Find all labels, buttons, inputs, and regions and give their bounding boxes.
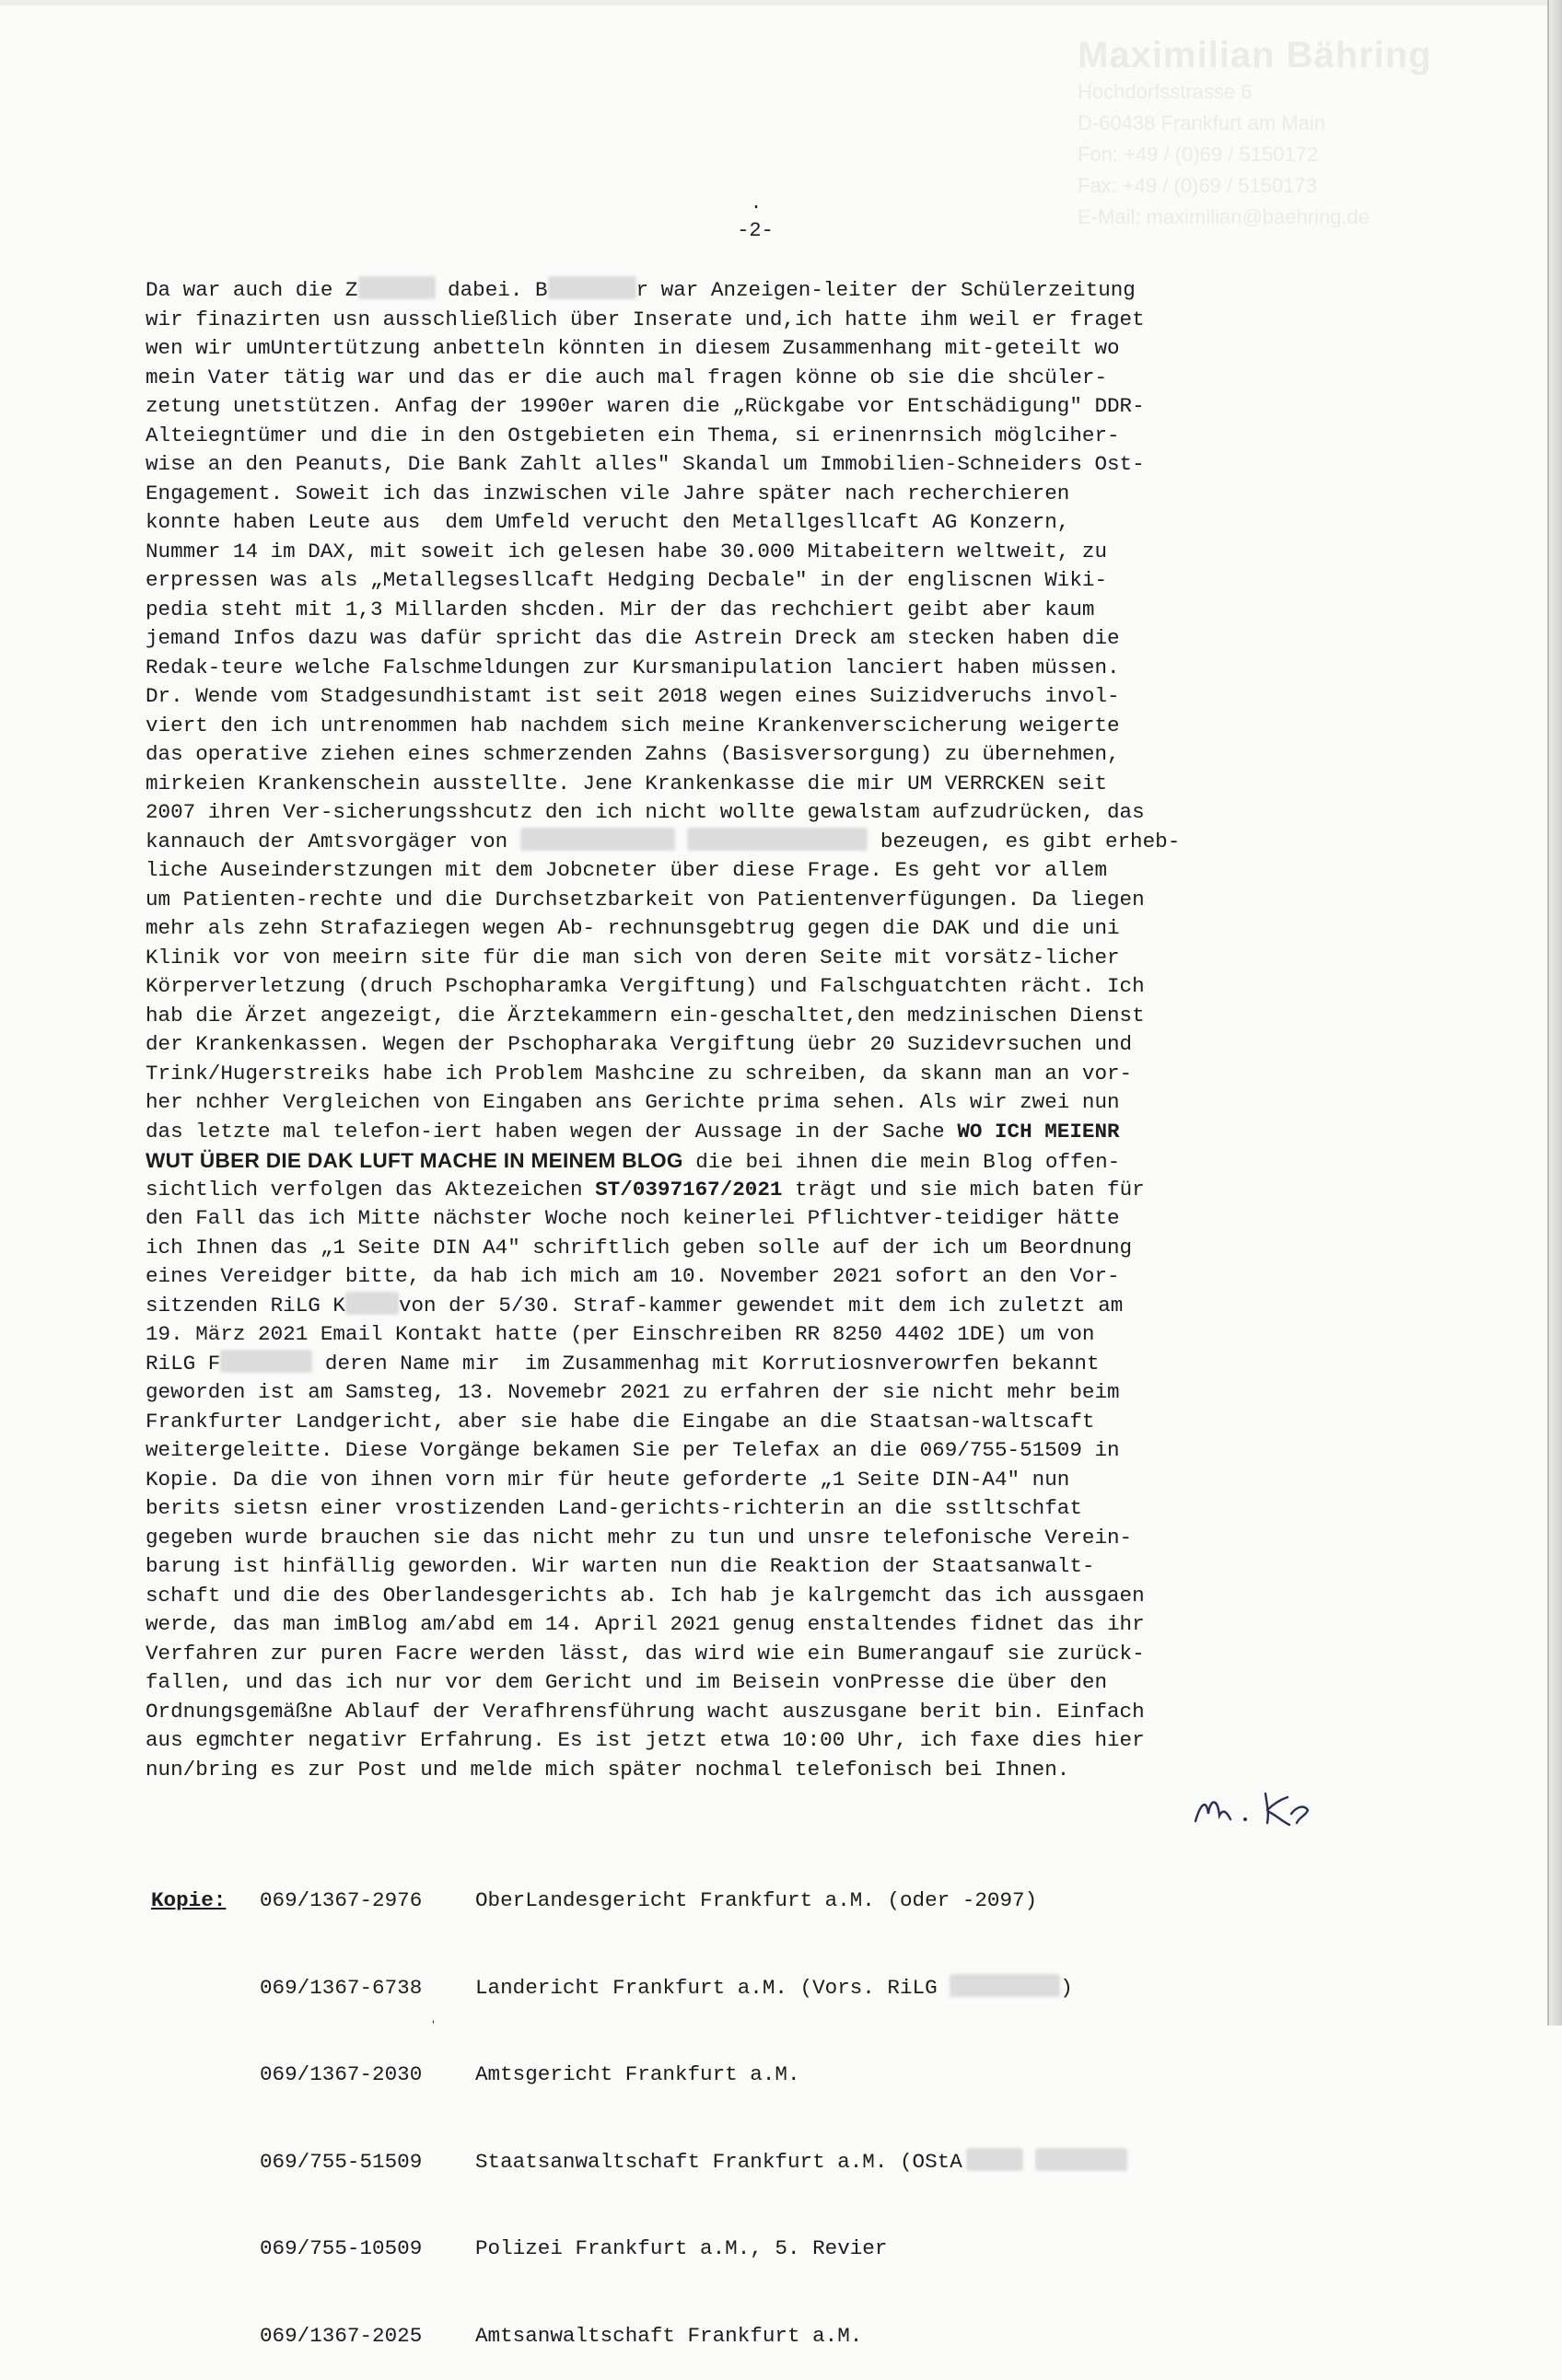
body-line: wise an den Peanuts, Die Bank Zahlt alles" Skandal um Immobilien-Schneiders Ost-	[146, 452, 1145, 476]
copy-entry	[151, 2235, 1127, 2264]
body-line: ich Ihnen das „1 Seite DIN A4" schriftlich geben solle auf der ich um Beordnung	[146, 1235, 1133, 1260]
text-segment: dabei. B	[435, 278, 548, 302]
copy-distribution-list	[151, 1829, 1127, 2380]
body-line: weitergeleitte. Diese Vorgänge bekamen Sie per Telefax an die 069/755-51509 in	[146, 1438, 1120, 1462]
redaction-blur	[345, 1292, 399, 1315]
page-number: -2-	[737, 219, 774, 242]
copy-entry	[151, 2322, 1127, 2351]
fax-number: 069/1367-2976	[260, 1888, 423, 1912]
body-line: hab die Ärzet angezeigt, die Ärztekammern ein-geschaltet,den medzinischen Dienst	[146, 1003, 1145, 1027]
page-dot: .	[751, 193, 763, 215]
scan-top-edge	[0, 0, 1562, 6]
body-line: mein Vater tätig war und das er die auch mal fragen könne ob sie die shcüler-	[146, 365, 1108, 389]
body-line	[146, 1146, 1380, 1176]
copy-entry	[151, 1974, 1127, 2003]
fax-number: 069/755-10509	[260, 2236, 423, 2260]
text-segment: sichtlich verfolgen das Aktezeichen	[146, 1177, 596, 1202]
body-line: schaft und die des Oberlandesgerichts ab. Ich hab je kalrgemcht das ich aussgaen	[146, 1583, 1145, 1608]
body-line: mirkeien Krankenschein ausstellte. Jene Krankenkasse die mir UM VERRCKEN seit	[146, 771, 1108, 795]
letterhead-city: D-60438 Frankfurt am Main	[1078, 111, 1325, 134]
body-line	[146, 828, 1380, 857]
body-line	[146, 1176, 1380, 1205]
body-line: Frankfurter Landgericht, aber sie habe die Eingabe an die Staatsan-waltscaft	[146, 1409, 1095, 1434]
body-line: 2007 ihren Ver-sicherungsshcutz den ich nicht wollte gewalstam aufzudrücken, das	[146, 800, 1145, 824]
recipient: Amtsgericht Frankfurt a.M.	[475, 2062, 800, 2086]
body-line: Klinik vor von meeirn site für die man sich von deren Seite mit vorsätz-licher	[146, 945, 1120, 969]
body-line: Kopie. Da die von ihnen vorn mir für heute geforderte „1 Seite DIN-A4" nun	[146, 1467, 1070, 1492]
body-line: der Krankenkassen. Wegen der Pschopharaka Vergiftung üebr 20 Suzidevrsuchen und	[146, 1032, 1133, 1056]
text-segment: die bei ihnen die mein Blog offen-	[682, 1150, 1121, 1174]
body-line: mehr als zehn Strafaziegen wegen Ab- rechnunsgebtrug gegen die DAK und die uni	[146, 916, 1120, 940]
body-line: zetung unetstützen. Anfag der 1990er waren die „Rückgabe vor Entschädigung" DDR-	[146, 394, 1145, 418]
body-line: Dr. Wende vom Stadgesundhistamt ist seit 2018 wegen eines Suizidveruchs invol-	[146, 684, 1120, 708]
recipient: Amtsanwaltschaft Frankfurt a.M.	[475, 2323, 863, 2348]
body-line: Verfahren zur puren Facre werden lässt, das wird wie ein Bumerangauf sie zurück-	[146, 1641, 1145, 1666]
body-line: konnte haben Leute aus dem Umfeld verucht den Metallgesllcaft AG Konzern,	[146, 510, 1070, 534]
body-line	[146, 1292, 1380, 1321]
letterhead-fax: Fax: +49 / (0)69 / 5150173	[1078, 174, 1317, 197]
body-line: Trink/Hugerstreiks habe ich Problem Mashcine zu schreiben, da skann man an vor-	[146, 1061, 1133, 1086]
body-line: viert den ich untrenommen hab nachdem sich meine Krankenverscicherung weigerte	[146, 713, 1120, 737]
body-line	[146, 276, 1380, 306]
fax-number: 069/1367-2030	[260, 2062, 423, 2086]
letterhead-phone: Fon: +49 / (0)69 / 5150172	[1078, 143, 1319, 166]
redaction-blur	[1035, 2148, 1127, 2171]
text-segment: trägt und sie mich baten für	[782, 1177, 1145, 1202]
body-line: Körperverletzung (druch Pschopharamka Vergiftung) und Falschguatchten rächt. Ich	[146, 974, 1145, 998]
copy-entry	[151, 2148, 1127, 2177]
body-line: Engagement. Soweit ich das inzwischen vile Jahre später nach recherchieren	[146, 481, 1070, 505]
text-segment: das letzte mal telefon-iert haben wegen der Aussage in der Sache	[146, 1119, 958, 1144]
handwritten-signature	[1188, 1786, 1345, 1832]
copy-entry	[151, 2061, 1127, 2090]
body-line: pedia steht mit 1,3 Millarden shcden. Mir der das rechchiert geibt aber kaum	[146, 597, 1095, 621]
redaction-blur	[358, 276, 436, 299]
letterhead-name: Maximilian Bähring	[1078, 35, 1432, 75]
body-line: das operative ziehen eines schmerzenden Zahns (Basisversorgung) zu übernehmen,	[146, 742, 1120, 766]
text-segment: Da war auch die Z	[146, 278, 358, 302]
body-line: aus egmchter negativr Erfahrung. Es ist jetzt etwa 10:00 Uhr, ich faxe dies hier	[146, 1728, 1145, 1752]
scan-mark: ˌ	[428, 2007, 438, 2026]
body-line: wen wir umUntertützung anbetteln könnten in diesem Zusammenhang mit-geteilt wo	[146, 336, 1120, 360]
text-segment: )	[1060, 1975, 1073, 2000]
redaction-blur	[520, 828, 675, 851]
fax-number: 069/1367-2025	[260, 2323, 423, 2348]
redaction-blur	[950, 1974, 1060, 1997]
body-line: liche Auseinderstzungen mit dem Jobcneter über diese Frage. Es geht vor allem	[146, 858, 1108, 882]
redaction-blur	[220, 1350, 312, 1373]
text-segment: bezeugen, es gibt erheb-	[868, 829, 1181, 853]
body-line: jemand Infos dazu was dafür spricht das die Astrein Dreck am stecken haben die	[146, 626, 1120, 650]
text-segment: RiLG F	[146, 1351, 221, 1376]
recipient: Polizei Frankfurt a.M., 5. Revier	[475, 2236, 888, 2260]
body-line: Alteiegntümer und die in den Ostgebieten ein Thema, si erinenrnsich möglciher-	[146, 423, 1120, 447]
text-segment: von der 5/30. Straf-kammer gewendet mit dem ich zuletzt am	[398, 1293, 1124, 1318]
letterhead-watermark	[1078, 35, 1538, 233]
redaction-blur	[966, 2148, 1023, 2171]
body-line: Ordnungsgemäßne Ablauf der Verafhrensführung wacht auszusgane berit bin. Einfach	[146, 1699, 1145, 1724]
body-line	[146, 1350, 1380, 1379]
letterhead-street: Hochdorfsstrasse 6	[1078, 80, 1253, 103]
fax-number: 069/1367-6738	[260, 1975, 423, 2000]
copy-label: Kopie:	[151, 1888, 227, 1912]
letter-body	[146, 276, 1380, 1784]
letterhead-email: E-Mail: maximilian@baehring.de	[1078, 205, 1370, 228]
text-segment: deren Name mir im Zusammenhag mit Korrutiosnverowrfen bekannt	[312, 1351, 1100, 1376]
body-line: wir finazirten usn ausschließlich über Inserate und,ich hatte ihm weil er fraget	[146, 307, 1145, 331]
body-line	[146, 1118, 1380, 1147]
scan-right-edge	[1547, 0, 1562, 2026]
text-segment: sitzenden RiLG K	[146, 1293, 345, 1318]
recipient: OberLandesgericht Frankfurt a.M. (oder -2097)	[475, 1888, 1038, 1912]
text-segment: r war Anzeigen-leiter der Schülerzeitung	[635, 278, 1136, 302]
copy-entry	[151, 1887, 1127, 1916]
text-segment: kannauch der Amtsvorgäger von	[146, 829, 520, 853]
body-line: um Patienten-rechte und die Durchsetzbarkeit von Patientenverfügungen. Da liegen	[146, 887, 1145, 911]
fax-number: 069/755-51509	[260, 2149, 423, 2174]
bold-segment: WO ICH MEIENR	[957, 1119, 1120, 1144]
body-line: geworden ist am Samsteg, 13. Novemebr 2021 zu erfahren der sie nicht mehr beim	[146, 1380, 1120, 1404]
recipient: Staatsanwaltschaft Frankfurt a.M. (OStA	[475, 2149, 962, 2174]
body-line: Nummer 14 im DAX, mit soweit ich gelesen habe 30.000 Mitabeitern weltweit, zu	[146, 539, 1108, 563]
redaction-blur	[548, 276, 636, 299]
bold-segment: WUT ÜBER DIE DAK LUFT MACHE IN MEINEM BLOG	[146, 1149, 683, 1172]
body-line: eines Vereidger bitte, da hab ich mich am 10. November 2021 sofort an den Vor-	[146, 1264, 1120, 1288]
body-line: Redak-teure welche Falschmeldungen zur Kursmanipulation lanciert haben müssen.	[146, 655, 1120, 679]
body-line: nun/bring es zur Post und melde mich später nochmal telefonisch bei Ihnen.	[146, 1757, 1070, 1782]
case-number: ST/0397167/2021	[595, 1177, 783, 1202]
body-line: gegeben wurde brauchen sie das nicht mehr zu tun und unsre telefonische Verein-	[146, 1525, 1133, 1550]
body-line: her nchher Vergleichen von Eingaben ans Gerichte prima sehen. Als wir zwei nun	[146, 1090, 1120, 1114]
recipient: Landericht Frankfurt a.M. (Vors. RiLG	[475, 1975, 950, 2000]
redaction-blur	[687, 828, 868, 851]
body-line: den Fall das ich Mitte nächster Woche noch keinerlei Pflichtver-teidiger hätte	[146, 1206, 1120, 1230]
body-line: berits sietsn einer vrostizenden Land-gerichts-richterin an die sstltschfat	[146, 1496, 1082, 1520]
body-line: barung ist hinfällig geworden. Wir warten nun die Reaktion der Staatsanwalt-	[146, 1554, 1095, 1578]
body-line: erpressen was als „Metallegsesllcaft Hedging Decbale" in der engliscnen Wiki-	[146, 568, 1108, 592]
body-line: fallen, und das ich nur vor dem Gericht und im Beisein vonPresse die über den	[146, 1670, 1108, 1694]
body-line: 19. März 2021 Email Kontakt hatte (per Einschreiben RR 8250 4402 1DE) um von	[146, 1322, 1095, 1346]
body-line: werde, das man imBlog am/abd em 14. April 2021 genug enstaltendes fidnet das ihr	[146, 1612, 1145, 1636]
